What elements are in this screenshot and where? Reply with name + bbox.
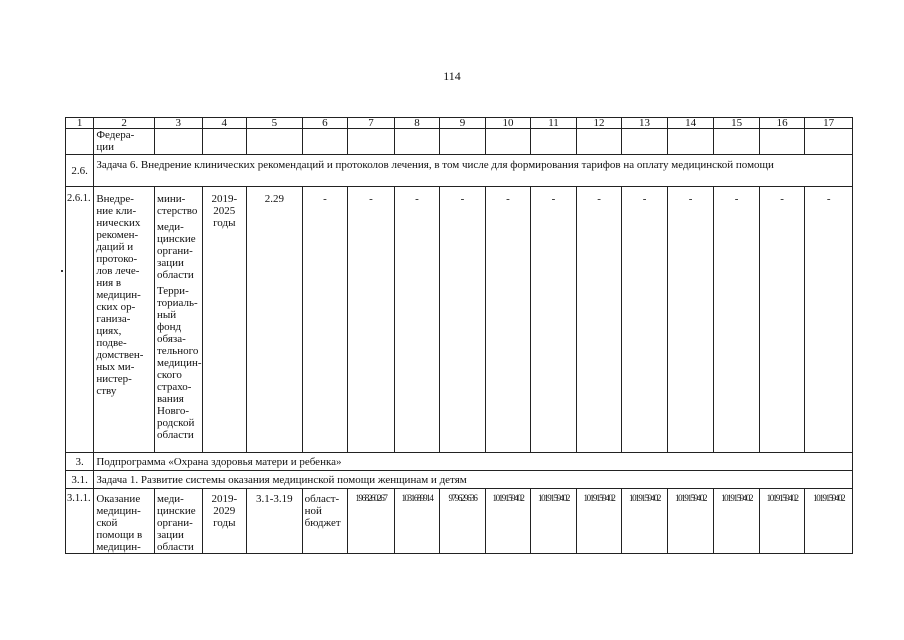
value-cell: - — [805, 187, 853, 453]
value-cell: 1019159402 — [759, 489, 805, 554]
col-header: 17 — [805, 118, 853, 129]
value-cell: 1019159402 — [531, 489, 577, 554]
executor: Терри- ториаль- ный фонд обяза- тельного медицин- ского страхо- вания Новго- родской области — [157, 285, 202, 441]
col-header: 11 — [531, 118, 577, 129]
col-header: 14 — [667, 118, 714, 129]
col-header: 3 — [155, 118, 203, 129]
col-header: 9 — [440, 118, 486, 129]
value-cell: - — [576, 187, 622, 453]
subprogram-row — [66, 453, 853, 471]
value-cell: 1019159402 — [576, 489, 622, 554]
subprogram-number: 3. — [66, 453, 94, 471]
program-table — [65, 117, 853, 554]
value-cell: - — [759, 187, 805, 453]
carry-over-text: Федера- ции — [94, 129, 155, 155]
value-cell: - — [440, 187, 486, 453]
col-header: 12 — [576, 118, 622, 129]
measure-name: Внедре- ние кли- нических рекомен- даций и протоко- лов лече- ния в медицин- ских ор- ганиза- циях, подве- домствен- ных ми- нистер- ству — [94, 187, 155, 453]
executor: меди- цинские органи- зации области — [157, 221, 196, 281]
col-header: 2 — [94, 118, 155, 129]
value-cell: - — [714, 187, 760, 453]
value-cell: 1019159402 — [805, 489, 853, 554]
col-header: 16 — [759, 118, 805, 129]
value-cell: 1019159402 — [667, 489, 714, 554]
measure-row — [66, 489, 853, 554]
scan-dot — [61, 270, 63, 272]
col-header: 1 — [66, 118, 94, 129]
column-number-row — [66, 118, 853, 129]
value-cell: - — [302, 187, 348, 453]
measure-number: 2.6.1. — [66, 187, 94, 453]
value-cell: 979629636 — [440, 489, 486, 554]
value-cell: 1968260267 — [348, 489, 395, 554]
value-cell: - — [394, 187, 440, 453]
col-header: 8 — [394, 118, 440, 129]
page-number: 114 — [443, 69, 461, 83]
value-cell: 1019159402 — [485, 489, 531, 554]
col-header: 10 — [485, 118, 531, 129]
col-header: 5 — [247, 118, 303, 129]
task-row — [66, 155, 853, 187]
period: 2019- 2025 годы — [202, 187, 247, 453]
col-header: 4 — [202, 118, 247, 129]
indicator-ref: 2.29 — [247, 187, 303, 453]
executor: мини- стерство — [157, 193, 198, 217]
measure-number: 3.1.1. — [66, 489, 94, 554]
col-header: 6 — [302, 118, 348, 129]
task-title: Задача 1. Развитие системы оказания медицинской помощи женщинам и детям — [94, 471, 853, 489]
value-cell: - — [531, 187, 577, 453]
task-number: 2.6. — [66, 155, 94, 187]
carry-over-row — [66, 129, 853, 155]
task-number: 3.1. — [66, 471, 94, 489]
value-cell: - — [622, 187, 668, 453]
funding-source: област- ной бюджет — [302, 489, 348, 554]
measure-name: Оказание медицин- ской помощи в медицин- — [94, 489, 155, 554]
task-row — [66, 471, 853, 489]
col-header: 7 — [348, 118, 395, 129]
period: 2019- 2029 годы — [202, 489, 247, 554]
executor: меди- цинские органи- зации области — [155, 489, 203, 554]
value-cell: 1019159402 — [714, 489, 760, 554]
value-cell: 1031689914 — [394, 489, 440, 554]
executors-cell — [155, 187, 203, 453]
measure-row — [66, 187, 853, 453]
value-cell: - — [485, 187, 531, 453]
value-cell: 1019159402 — [622, 489, 668, 554]
value-cell: - — [348, 187, 395, 453]
task-title: Задача 6. Внедрение клинических рекомендаций и протоколов лечения, в том числе для формирования тарифов на оплату медицинской помощи — [94, 155, 853, 187]
subprogram-title: Подпрограмма «Охрана здоровья матери и ребенка» — [94, 453, 853, 471]
value-cell: - — [667, 187, 714, 453]
col-header: 15 — [714, 118, 760, 129]
indicator-ref: 3.1-3.19 — [247, 489, 303, 554]
col-header: 13 — [622, 118, 668, 129]
